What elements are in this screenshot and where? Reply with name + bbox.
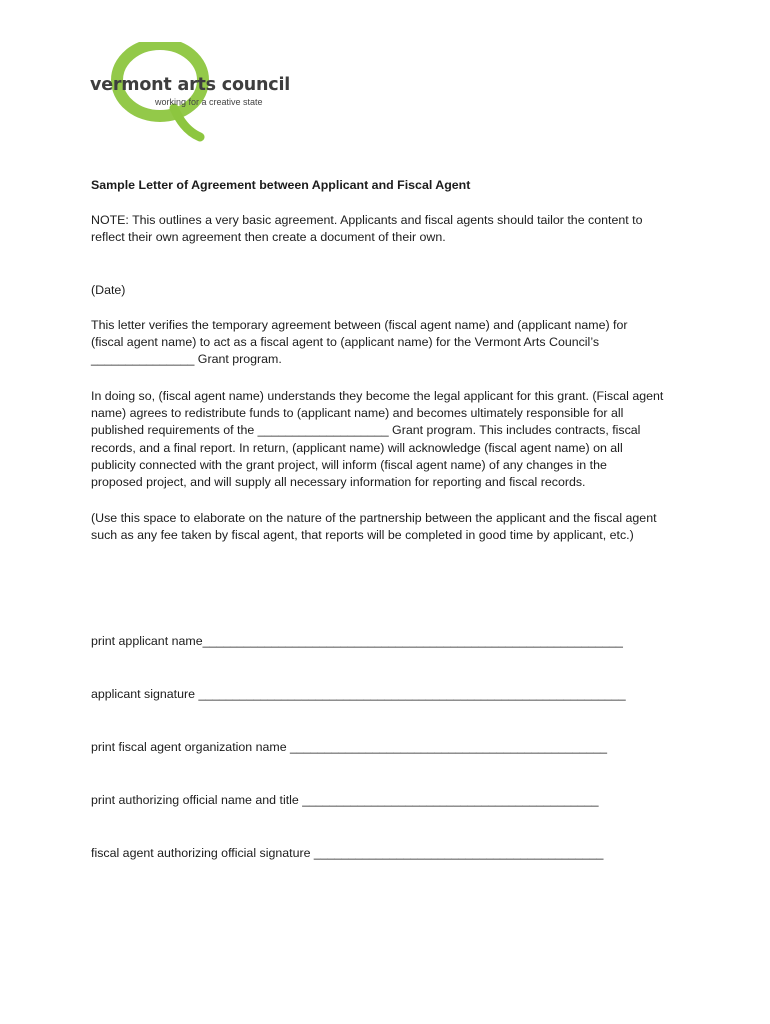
vermont-arts-council-logo <box>88 42 291 142</box>
responsibilities-paragraph <box>91 388 691 491</box>
paragraph-line: _______________ Grant program. <box>91 352 282 367</box>
authorizing-official-signature-line[interactable]: fiscal agent authorizing official signature __________________________________________ <box>91 846 604 860</box>
paragraph-line: (fiscal agent name) to act as a fiscal agent to (applicant name) for the Vermont Arts Council’s <box>91 335 600 350</box>
applicant-signature-line[interactable]: applicant signature ______________________________________________________________ <box>91 687 626 701</box>
paragraph-line: name) agrees to redistribute funds to (applicant name) and becomes ultimately responsible for all <box>91 406 624 421</box>
fiscal-agent-organization-line[interactable]: print fiscal agent organization name ______________________________________________ <box>91 740 608 754</box>
paragraph-line: proposed project, and will supply all necessary information for reporting and fiscal records. <box>91 475 586 490</box>
note-line: reflect their own agreement then create a document of their own. <box>91 230 446 245</box>
logo-wordmark: vermont arts council <box>90 75 291 95</box>
paragraph-line: records, and a final report. In return, (applicant name) will acknowledge (fiscal agent name) on all <box>91 440 623 455</box>
partnership-paragraph <box>91 510 691 544</box>
print-applicant-name-line[interactable]: print applicant name_____________________________________________________________ <box>91 634 623 648</box>
paragraph-line: such as any fee taken by fiscal agent, that reports will be completed in good time by applicant, etc.) <box>91 528 634 543</box>
paragraph-line: In doing so, (fiscal agent name) understands they become the legal applicant for this grant. (Fiscal agent <box>91 389 664 403</box>
date-placeholder: (Date) <box>91 283 126 297</box>
document-title: Sample Letter of Agreement between Applicant and Fiscal Agent <box>91 178 471 192</box>
paragraph-line: (Use this space to elaborate on the nature of the partnership between the applicant and the fiscal agent <box>91 511 657 525</box>
note-paragraph <box>91 212 691 246</box>
logo-tagline: working for a creative state <box>155 97 263 107</box>
paragraph-line: This letter verifies the temporary agreement between (fiscal agent name) and (applicant name) for <box>91 318 628 332</box>
note-line: NOTE: This outlines a very basic agreement. Applicants and fiscal agents should tailor the content to <box>91 213 643 227</box>
paragraph-line: publicity connected with the grant project, will inform (fiscal agent name) of any changes in the <box>91 457 607 472</box>
authorizing-official-name-line[interactable]: print authorizing official name and title ___________________________________________ <box>91 793 599 807</box>
verification-paragraph <box>91 317 691 369</box>
paragraph-line: published requirements of the ___________________ Grant program. This includes contracts, fiscal <box>91 423 641 438</box>
